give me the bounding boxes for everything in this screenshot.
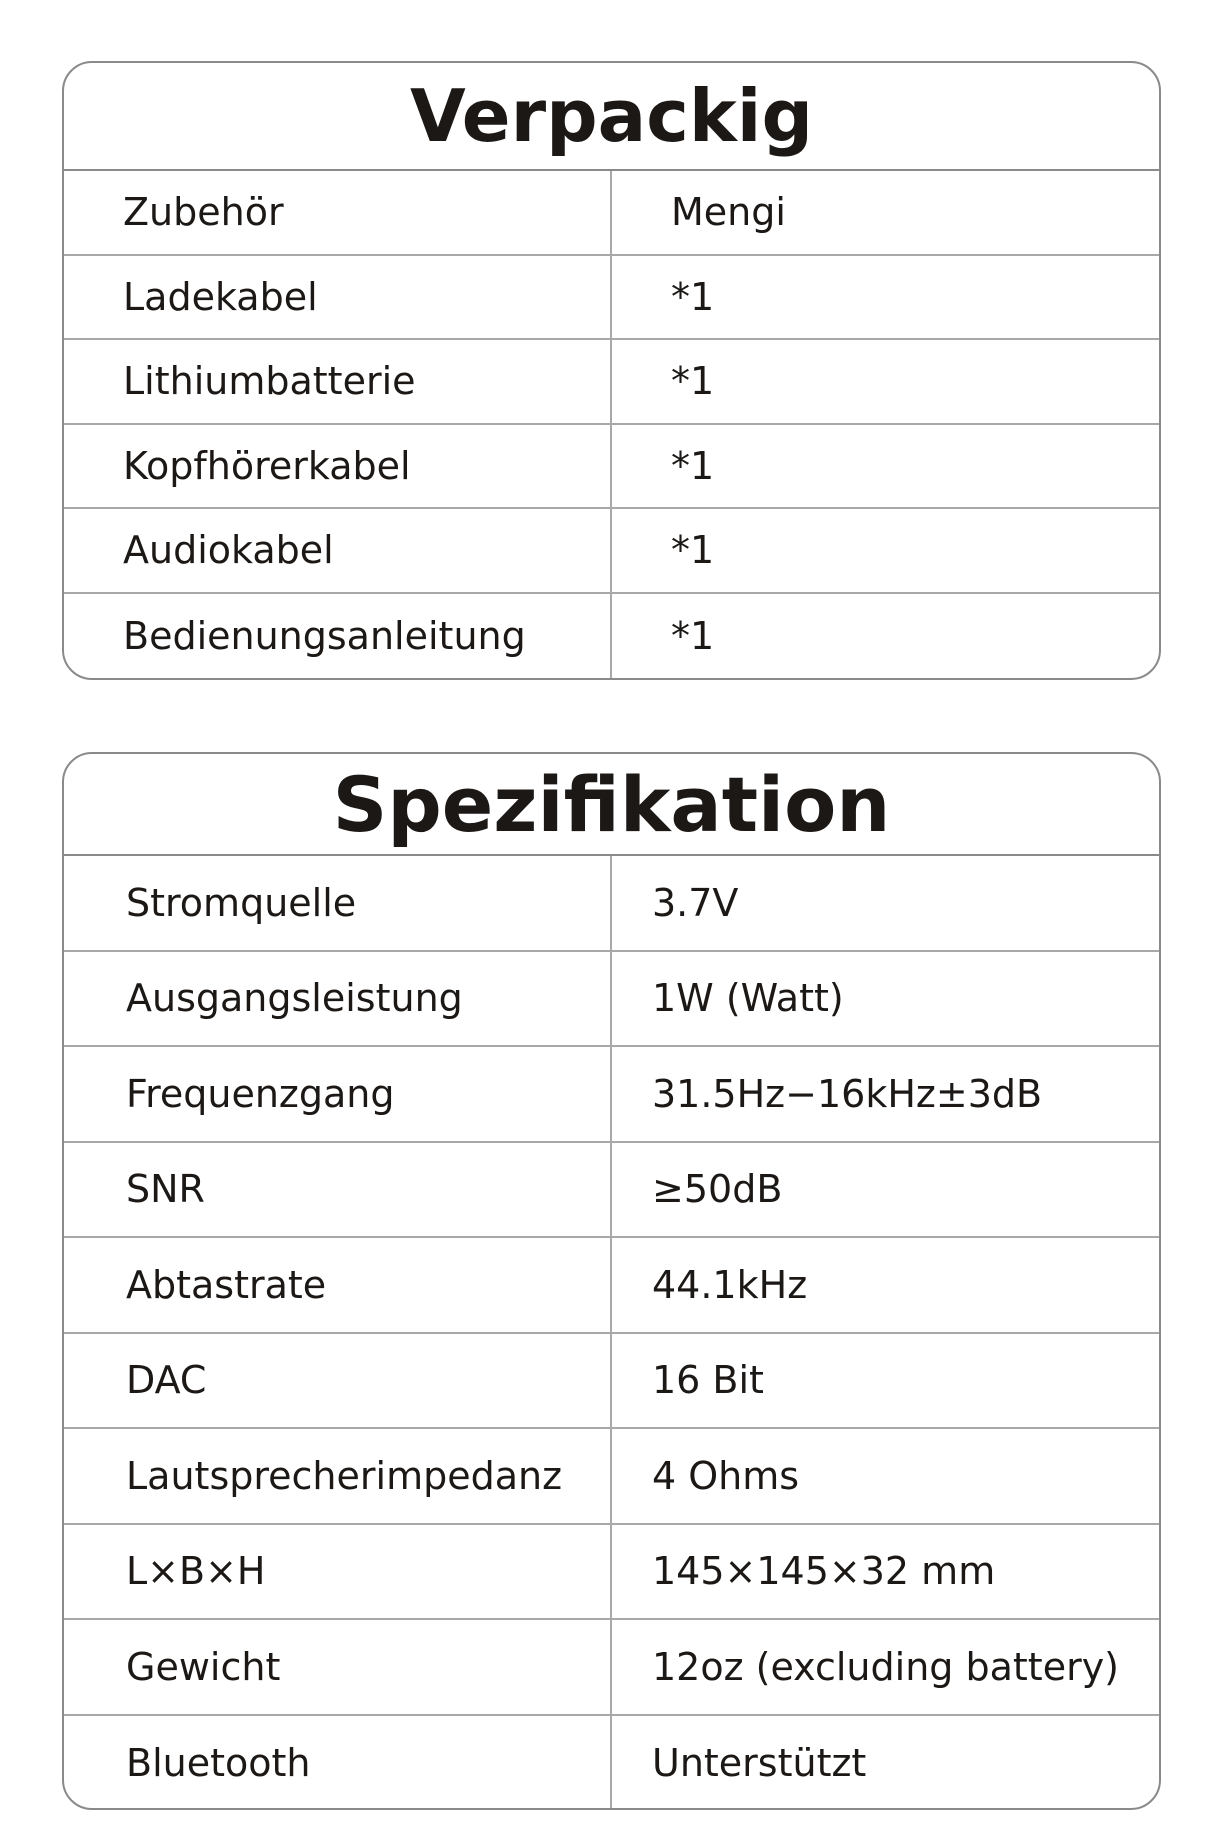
specs-table [62,752,1161,1810]
spec-label: Ausgangsleistung [64,952,612,1046]
packaging-table [62,61,1161,680]
packaging-rows [64,171,1159,678]
spec-value: 145×145×32 mm [652,1549,996,1594]
table-row [64,594,1159,679]
table-row [64,171,1159,256]
spec-value: Unterstützt [652,1741,867,1786]
table-row [64,1620,1159,1716]
specs-title: Spezifikation [64,754,1159,856]
spec-label: Gewicht [64,1620,612,1714]
spec-value: 44.1kHz [652,1262,808,1307]
spec-value: 4 Ohms [652,1453,800,1498]
table-row [64,425,1159,510]
spec-value: ≥50dB [652,1167,783,1212]
spec-label: SNR [64,1143,612,1237]
spec-label: L×B×H [64,1525,612,1619]
specs-rows [64,856,1159,1810]
spec-label: Bluetooth [64,1716,612,1811]
packaging-label: Audiokabel [64,509,612,592]
table-row [64,1525,1159,1621]
spec-label: Frequenzgang [64,1047,612,1141]
spec-value: 16 Bit [652,1358,764,1403]
spec-value: 31.5Hz−16kHz±3dB [652,1071,1043,1116]
table-row [64,1716,1159,1811]
spec-label: Stromquelle [64,856,612,950]
packaging-value: *1 [671,613,715,658]
table-row [64,1429,1159,1525]
packaging-value: *1 [671,443,715,488]
table-row [64,1143,1159,1239]
table-row [64,856,1159,952]
packaging-label: Bedienungsanleitung [64,594,612,679]
packaging-label: Lithiumbatterie [64,340,612,423]
spec-value: 12oz (excluding battery) [652,1644,1120,1689]
packaging-label: Zubehör [64,171,612,254]
table-row [64,1238,1159,1334]
table-row [64,509,1159,594]
spec-value: 3.7V [652,880,739,925]
packaging-label: Kopfhörerkabel [64,425,612,508]
spec-value: 1W (Watt) [652,976,844,1021]
table-row [64,1334,1159,1430]
packaging-label: Ladekabel [64,256,612,339]
spec-label: Lautsprecherimpedanz [64,1429,612,1523]
spec-label: DAC [64,1334,612,1428]
table-row [64,952,1159,1048]
table-row [64,340,1159,425]
spec-label: Abtastrate [64,1238,612,1332]
packaging-value: *1 [671,274,715,319]
packaging-title: Verpackig [64,63,1159,171]
table-row [64,1047,1159,1143]
packaging-value: *1 [671,359,715,404]
packaging-value: *1 [671,528,715,573]
packaging-value: Mengi [671,190,786,235]
table-row [64,256,1159,341]
